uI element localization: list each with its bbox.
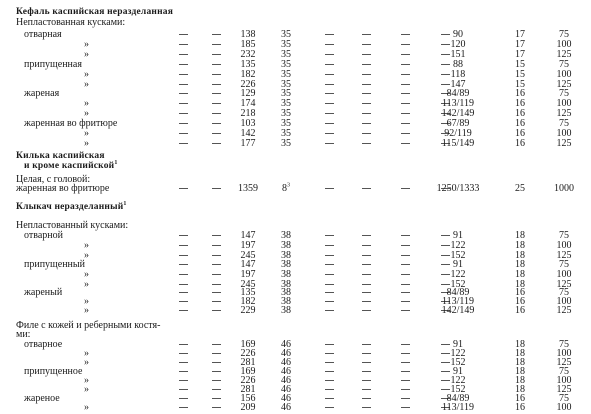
value-cell: 142/149: [441, 305, 475, 316]
value-cell: 46: [281, 384, 291, 395]
value-cell: 18: [515, 384, 525, 395]
row-label: »: [84, 279, 89, 290]
row-label: »: [84, 384, 89, 395]
value-cell: 91: [453, 339, 463, 350]
value-cell: 35: [281, 88, 291, 99]
value-cell: 113/119: [441, 402, 475, 413]
row-label: припущенный: [24, 259, 85, 270]
value-cell: 16: [515, 108, 525, 119]
value-cell: 38: [281, 240, 291, 251]
value-cell: 75: [559, 366, 569, 377]
value-cell: 152: [450, 279, 466, 290]
value-cell: 38: [281, 287, 291, 298]
footnote-mark: 3: [287, 182, 290, 189]
value-cell: 46: [281, 339, 291, 350]
value-cell: 122: [450, 269, 466, 280]
row-label: жаренная во фритюре: [16, 183, 110, 194]
table-row: [0, 183, 591, 195]
value-cell: 84/89: [446, 287, 470, 298]
value-cell: 103: [240, 118, 256, 129]
row-label: припущенное: [24, 366, 83, 377]
row-label: »: [84, 305, 89, 316]
value-cell: 25: [515, 183, 525, 194]
value-cell: 84/89: [446, 393, 470, 404]
value-cell: 16: [515, 118, 525, 129]
value-cell: 281: [240, 384, 256, 395]
value-cell: 17: [515, 29, 525, 40]
empty-cell-dash: [211, 402, 221, 414]
value-cell: 1250/1333: [436, 183, 480, 194]
row-label: жареная: [24, 88, 60, 99]
value-cell: 125: [556, 79, 572, 90]
table-row: [0, 402, 591, 414]
value-cell: 18: [515, 375, 525, 386]
section-title: Клыкач неразделанный$^1$: [16, 200, 127, 212]
value-cell: 75: [559, 287, 569, 298]
row-label: жаренная во фритюре: [24, 118, 118, 129]
value-cell: 35: [281, 59, 291, 70]
value-cell: 75: [559, 29, 569, 40]
value-cell: 91: [453, 259, 463, 270]
row-label: »: [84, 348, 89, 359]
section-title: и кроме каспийской$^1$: [24, 159, 118, 171]
value-cell: 15: [515, 59, 525, 70]
value-cell: 197: [240, 240, 256, 251]
row-label: Филе с кожей и реберными костя-: [16, 320, 161, 331]
row-label: жареное: [24, 393, 60, 404]
value-cell: 46: [281, 366, 291, 377]
value-cell: 91: [453, 230, 463, 241]
value-cell: 75: [559, 259, 569, 270]
row-label: припущенная: [24, 59, 82, 70]
value-cell: 125: [556, 138, 572, 149]
value-cell: 138: [240, 29, 256, 40]
value-cell: 38: [281, 250, 291, 261]
value-cell: 226: [240, 348, 256, 359]
value-cell: 115/149: [441, 138, 475, 149]
empty-cell-dash: [178, 183, 188, 195]
value-cell: 169: [240, 339, 256, 350]
value-cell: 113/119: [441, 98, 475, 109]
value-cell: 75: [559, 118, 569, 129]
empty-cell-dash: [361, 402, 371, 414]
value-cell: 75: [559, 59, 569, 70]
value-cell: 100: [556, 69, 572, 80]
row-label: »: [84, 250, 89, 261]
value-cell: 75: [559, 339, 569, 350]
value-cell: 169: [240, 366, 256, 377]
value-cell: 38: [281, 269, 291, 280]
value-cell: 151: [450, 49, 466, 60]
value-cell: 16: [515, 393, 525, 404]
row-label: ми:: [16, 329, 31, 340]
row-label: »: [84, 240, 89, 251]
value-cell: 75: [559, 393, 569, 404]
value-cell: 16: [515, 138, 525, 149]
value-cell: 129: [240, 88, 256, 99]
value-cell: 1000: [554, 183, 574, 194]
value-cell: 118: [450, 69, 466, 80]
value-cell: 125: [556, 357, 572, 368]
section-heading-row: [0, 160, 591, 172]
row-label: Непластованная кусками:: [16, 17, 126, 28]
value-cell: 152: [450, 384, 466, 395]
value-cell: 84/89: [446, 88, 470, 99]
subheading-row: [0, 17, 591, 29]
value-cell: 18: [515, 240, 525, 251]
value-cell: 156: [240, 393, 256, 404]
value-cell: 46: [281, 348, 291, 359]
empty-cell-dash: [400, 183, 410, 195]
empty-cell-dash: [324, 305, 334, 317]
row-label: отварное: [24, 339, 63, 350]
value-cell: 35: [281, 79, 291, 90]
empty-cell-dash: [178, 402, 188, 414]
value-cell: 15: [515, 69, 525, 80]
value-cell: 147: [450, 79, 466, 90]
row-label: »: [84, 108, 89, 119]
value-cell: 142: [240, 128, 256, 139]
value-cell: 182: [240, 69, 256, 80]
row-label: »: [84, 49, 89, 60]
empty-cell-dash: [211, 183, 221, 195]
value-cell: 17: [515, 39, 525, 50]
value-cell: 46: [281, 357, 291, 368]
value-cell: 197: [240, 269, 256, 280]
value-cell: 15: [515, 79, 525, 90]
value-cell: 18: [515, 279, 525, 290]
value-cell: 18: [515, 259, 525, 270]
row-label: »: [84, 98, 89, 109]
value-cell: 152: [450, 357, 466, 368]
value-cell: 152: [450, 250, 466, 261]
value-cell: 67/89: [446, 118, 470, 129]
value-cell: 182: [240, 296, 256, 307]
value-cell: 245: [240, 279, 256, 290]
value-cell: 91: [453, 366, 463, 377]
value-cell: 100: [556, 296, 572, 307]
value-cell: 18: [515, 230, 525, 241]
value-cell: 229: [240, 305, 256, 316]
value-cell: 135: [240, 287, 256, 298]
value-cell: 35: [281, 69, 291, 80]
value-cell: 281: [240, 357, 256, 368]
row-label: »: [84, 296, 89, 307]
value-cell: 18: [515, 366, 525, 377]
row-label: отварная: [24, 29, 62, 40]
value-cell: 125: [556, 250, 572, 261]
value-cell: 245: [240, 250, 256, 261]
value-cell: 75: [559, 88, 569, 99]
value-cell: 38: [281, 279, 291, 290]
value-cell: 125: [556, 279, 572, 290]
value-cell: 46: [281, 393, 291, 404]
footnote-mark: 1: [114, 159, 118, 166]
value-cell: 209: [240, 402, 256, 413]
value-cell: 38: [281, 305, 291, 316]
row-label: »: [84, 375, 89, 386]
value-cell: 16: [515, 98, 525, 109]
empty-cell-dash: [178, 138, 188, 150]
value-cell: 125: [556, 49, 572, 60]
value-cell: 100: [556, 269, 572, 280]
value-cell: 226: [240, 375, 256, 386]
value-cell: 35: [281, 128, 291, 139]
value-cell: 38: [281, 230, 291, 241]
value-cell: 232: [240, 49, 256, 60]
value-cell: 147: [240, 230, 256, 241]
value-cell: 16: [515, 402, 525, 413]
empty-cell-dash: [361, 183, 371, 195]
value-cell: 16: [515, 296, 525, 307]
value-cell: 185: [240, 39, 256, 50]
value-cell: 16: [515, 287, 525, 298]
value-cell: 88: [453, 59, 463, 70]
empty-cell-dash: [400, 402, 410, 414]
row-label: »: [84, 138, 89, 149]
row-label: »: [84, 39, 89, 50]
value-cell: 18: [515, 357, 525, 368]
row-label: »: [84, 402, 89, 413]
value-cell: 35: [281, 29, 291, 40]
empty-cell-dash: [211, 305, 221, 317]
value-cell: 17: [515, 49, 525, 60]
empty-cell-dash: [400, 138, 410, 150]
section-title: Килька каспийская: [16, 151, 105, 161]
value-cell: 100: [556, 348, 572, 359]
empty-cell-dash: [324, 183, 334, 195]
value-cell: 226: [240, 79, 256, 90]
value-cell: 174: [240, 98, 256, 109]
value-cell: 177: [240, 138, 256, 149]
row-label: Целая, с головой:: [16, 174, 91, 185]
value-cell: 100: [556, 98, 572, 109]
value-cell: 125: [556, 305, 572, 316]
value-cell: 122: [450, 240, 466, 251]
value-cell: 35: [281, 39, 291, 50]
value-cell: 16: [515, 128, 525, 139]
value-cell: 18: [515, 339, 525, 350]
row-label: отварной: [24, 230, 63, 241]
value-cell: 100: [556, 39, 572, 50]
value-cell: 100: [556, 402, 572, 413]
value-cell: 125: [556, 384, 572, 395]
value-cell: 100: [556, 375, 572, 386]
empty-cell-dash: [178, 305, 188, 317]
value-cell: 100: [556, 240, 572, 251]
value-cell: 122: [450, 375, 466, 386]
value-cell: 46: [281, 402, 291, 413]
row-label: »: [84, 69, 89, 80]
value-cell: 18: [515, 348, 525, 359]
value-cell: 100: [556, 128, 572, 139]
row-label: »: [84, 357, 89, 368]
value-cell: 46: [281, 375, 291, 386]
empty-cell-dash: [324, 138, 334, 150]
value-cell: 35: [281, 138, 291, 149]
value-cell: 1359: [238, 183, 258, 194]
value-cell: 120: [450, 39, 466, 50]
value-cell: 75: [559, 230, 569, 241]
value-cell: 147: [240, 259, 256, 270]
row-label: жареный: [24, 287, 63, 298]
value-cell: 92/119: [444, 128, 472, 139]
empty-cell-dash: [400, 305, 410, 317]
value-cell: 135: [240, 59, 256, 70]
value-cell: 16: [515, 305, 525, 316]
value-cell: 113/119: [441, 296, 475, 307]
value-cell: 35: [281, 108, 291, 119]
value-cell: 218: [240, 108, 256, 119]
footnote-mark: 1: [123, 200, 127, 207]
empty-cell-dash: [361, 305, 371, 317]
row-label: Непластованный кусками:: [16, 220, 129, 231]
empty-cell-dash: [211, 138, 221, 150]
value-cell: 125: [556, 108, 572, 119]
row-label: »: [84, 128, 89, 139]
section-heading-row: [0, 201, 591, 213]
table-row: [0, 305, 591, 317]
row-label: »: [84, 269, 89, 280]
empty-cell-dash: [324, 402, 334, 414]
value-cell: 90: [453, 29, 463, 40]
empty-cell-dash: [361, 138, 371, 150]
section-title: Кефаль каспийская неразделанная: [16, 7, 174, 17]
value-cell: 35: [281, 98, 291, 109]
value-cell: 35: [281, 118, 291, 129]
value-cell: 38: [281, 296, 291, 307]
value-cell: 38: [281, 259, 291, 270]
value-cell: 18: [515, 250, 525, 261]
value-cell: 122: [450, 348, 466, 359]
value-cell: 142/149: [441, 108, 475, 119]
value-cell: $8^3$: [282, 182, 290, 194]
value-cell: 16: [515, 88, 525, 99]
row-label: »: [84, 79, 89, 90]
value-cell: 35: [281, 49, 291, 60]
value-cell: 18: [515, 269, 525, 280]
table-row: [0, 138, 591, 150]
